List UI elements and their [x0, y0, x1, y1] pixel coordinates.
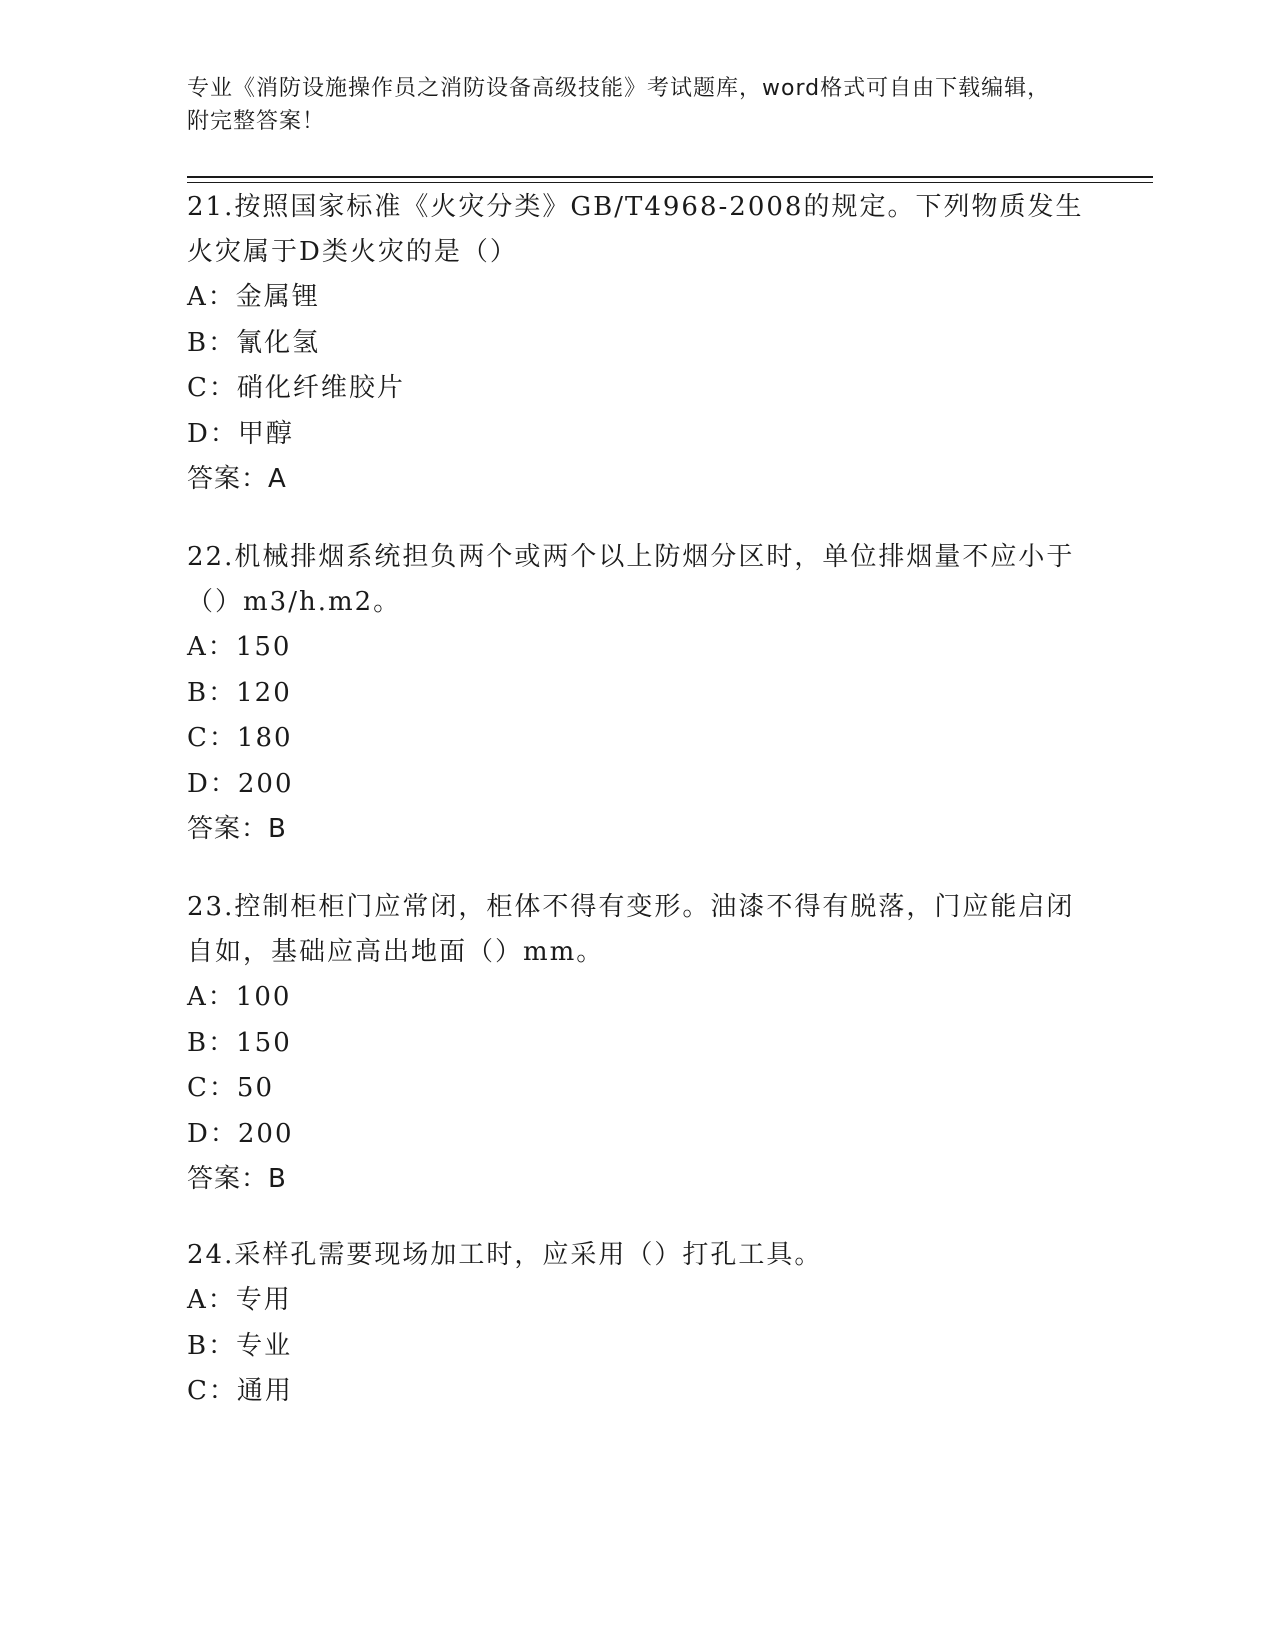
option-letter: D： — [187, 768, 238, 799]
question-21 — [187, 185, 1087, 503]
option-text: 专业 — [236, 1330, 293, 1361]
option-c — [187, 366, 1087, 412]
option-text: 200 — [237, 768, 294, 799]
question-stem: 22.机械排烟系统担负两个或两个以上防烟分区时，单位排烟量不应小于（）m3/h.m2。 — [187, 542, 1075, 617]
option-letter: A： — [187, 1285, 236, 1315]
option-a — [187, 1278, 1087, 1324]
option-text: 氰化氢 — [236, 327, 321, 358]
answer-line: 答案：B — [187, 814, 287, 844]
option-letter: B： — [187, 1027, 237, 1058]
option-letter: A： — [187, 632, 236, 662]
document-header: 专业《消防设施操作员之消防设备高级技能》考试题库，word格式可自由下载编辑，附完整答案！ — [187, 76, 1051, 134]
option-text: 50 — [236, 1073, 274, 1103]
option-letter: D： — [187, 1118, 238, 1149]
question-stem: 24.采样孔需要现场加工时，应采用（）打孔工具。 — [187, 1240, 823, 1270]
option-b — [187, 1324, 1087, 1370]
option-d — [187, 762, 1087, 808]
option-text: 通用 — [236, 1376, 293, 1406]
question-22 — [187, 535, 1087, 853]
option-letter: C： — [187, 723, 237, 753]
option-letter: C： — [187, 1073, 237, 1103]
option-a — [187, 275, 1087, 321]
option-letter: B： — [187, 327, 237, 358]
option-letter: C： — [187, 373, 237, 403]
option-letter: A： — [187, 282, 236, 312]
option-c — [187, 716, 1087, 762]
option-letter: B： — [187, 1330, 237, 1361]
option-letter: B： — [187, 677, 237, 708]
option-b — [187, 321, 1087, 367]
option-text: 100 — [235, 982, 292, 1012]
question-24 — [187, 1233, 1087, 1415]
option-text: 150 — [236, 1027, 292, 1058]
option-text: 200 — [237, 1118, 294, 1149]
question-stem: 23.控制柜柜门应常闭，柜体不得有变形。油漆不得有脱落，门应能启闭自如，基础应高出地面（）mm。 — [187, 892, 1075, 967]
option-d — [187, 412, 1087, 458]
option-c — [187, 1369, 1087, 1415]
option-letter: D： — [187, 418, 238, 449]
option-text: 专用 — [235, 1285, 292, 1315]
option-b — [187, 1021, 1087, 1067]
option-text: 150 — [235, 632, 292, 662]
option-text: 180 — [236, 723, 293, 753]
option-text: 硝化纤维胶片 — [236, 373, 405, 403]
option-letter: A： — [187, 982, 236, 1012]
option-text: 120 — [236, 677, 292, 708]
question-23 — [187, 885, 1087, 1203]
option-text: 金属锂 — [235, 282, 320, 312]
option-c — [187, 1066, 1087, 1112]
header-divider-thin — [187, 182, 1153, 183]
option-d — [187, 1112, 1087, 1158]
question-stem: 21.按照国家标准《火灾分类》GB/T4968-2008的规定。下列物质发生火灾属于D类火灾的是（） — [187, 192, 1084, 267]
header-divider-thick — [187, 176, 1153, 178]
option-letter: C： — [187, 1376, 237, 1406]
option-a — [187, 625, 1087, 671]
option-b — [187, 671, 1087, 717]
option-text: 甲醇 — [237, 418, 294, 449]
answer-line: 答案：B — [187, 1164, 287, 1194]
option-a — [187, 975, 1087, 1021]
answer-line: 答案：A — [187, 464, 287, 494]
